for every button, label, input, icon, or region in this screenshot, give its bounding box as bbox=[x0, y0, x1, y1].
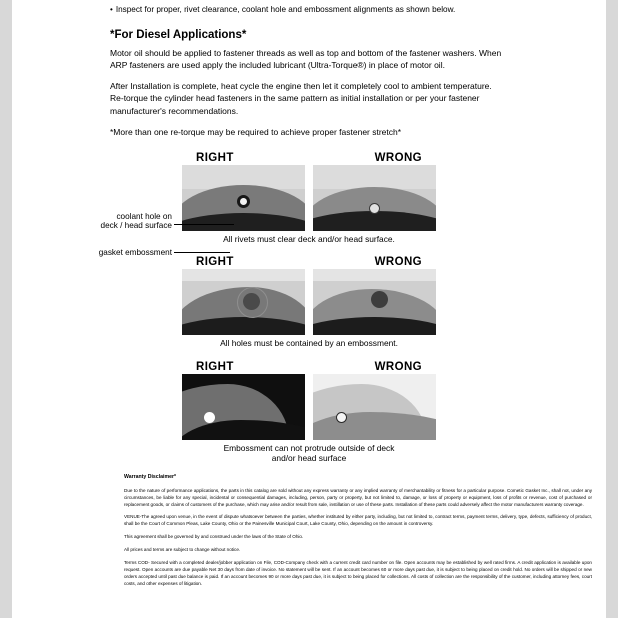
figure-background-upper bbox=[313, 165, 436, 189]
page-content bbox=[12, 0, 606, 618]
figure-caption-rivets: All rivets must clear deck and/or head surface. bbox=[223, 233, 395, 244]
figure-pair-holes bbox=[182, 269, 436, 335]
callout-coolant-hole-line2: deck / head surface bbox=[100, 221, 172, 231]
figure-caption-protrusion-line1: Embossment can not protrude outside of deck bbox=[223, 442, 395, 453]
warranty-paragraph-2: VENUE-The agreed upon venue, in the event of dispute whatsoever between the parties, whether instituted by either party, including, but not limited to, contract terms, payment terms, delivery, type, defects, sufficiency of product, shall be the Court of Common Pleas, Lake County, Ohio or the Painesville Municipal Court, Lake County, Ohio, depending on the amount in controversy. bbox=[124, 514, 592, 527]
figure-rivet-wrong bbox=[313, 165, 436, 231]
warranty-paragraph-3: This agreement shall be governed by and construed under the laws of the State of Ohio. bbox=[124, 534, 304, 540]
diesel-applications-heading: *For Diesel Applications* bbox=[110, 29, 247, 42]
callout-leader-line-2 bbox=[174, 252, 230, 253]
warranty-paragraph-1: Due to the nature of performance applications, the parts in this catalog are sold without any express warranty or any implied warranty of merchantability or fitness for a particular purpose. Cometic Gasket Inc., shall not, under any circumstances, be liable for any special, incidental or consequential damages, including, person, party or property, but not limited to, damage, or loss of property or equipment, loss of profits or revenue, cost of purchased or replacement goods, or claims of customers of the purchase, which may arise and/or result from sale, instillation or use of these parts. Installation of these parts could adversely affect the motor manufacturers warranty coverage. bbox=[124, 487, 592, 507]
figure-rivet-right bbox=[182, 165, 305, 231]
figure-hole-right bbox=[182, 269, 305, 335]
paragraph-heat-cycle: After Installation is complete, heat cycle the engine then let it completely cool to ambient temperature. Re-torque the cylinder head fasteners in the same pattern as initial installation or per your fastener manufacturer's recommendations. bbox=[110, 81, 492, 116]
figure-label-right: RIGHT bbox=[196, 360, 234, 373]
rivet-interference-icon bbox=[369, 203, 380, 214]
paragraph-retorque-note: *More than one re-torque may be required to achieve proper fastener stretch* bbox=[110, 126, 402, 137]
figure-protrusion-wrong bbox=[313, 374, 436, 440]
figure-group-protrusion-labels bbox=[182, 361, 436, 374]
callout-gasket-embossment: gasket embossment bbox=[98, 248, 172, 258]
deck-surface-shape bbox=[313, 412, 436, 440]
deck-surface-dark-shape bbox=[313, 317, 436, 335]
figure-section bbox=[12, 152, 606, 464]
warranty-paragraph-5: Terms COD- Secured with a completed dealer/jobber application on File, COD-Company check with a current credit card number on file. Open accounts may be established by well rated firms. A credit application is available upon request. Open accounts are due payable Net 30 days from date of invoice. No statement will be sent. If an account becomes 60 or more days past due, it is subject to being placed on credit hold. No orders will be shipped or new orders accepted until past due balance is paid. If an account becomes 90 or more days past due, it is subject to being placed for collections. All costs of collection are the responsibility of the customer, including attorney fees, court costs, and other expenses of litigation. bbox=[124, 560, 592, 586]
figure-label-right: RIGHT bbox=[196, 151, 234, 164]
deck-surface-dark-shape bbox=[182, 317, 305, 335]
figure-protrusion-right bbox=[182, 374, 305, 440]
figure-caption-holes: All holes must be contained by an embossment. bbox=[220, 338, 398, 349]
figure-pair-rivets bbox=[182, 165, 436, 231]
callout-coolant-hole bbox=[64, 212, 172, 230]
figure-group-protrusion bbox=[182, 361, 436, 464]
figure-label-right: RIGHT bbox=[196, 256, 234, 269]
figure-label-wrong: WRONG bbox=[374, 151, 422, 164]
inspection-bullet bbox=[110, 5, 606, 15]
page-left-margin bbox=[0, 0, 12, 618]
embossment-contained-icon bbox=[204, 412, 215, 423]
figure-background-upper bbox=[313, 269, 436, 281]
warranty-paragraph-4: All prices and terms are subject to change without notice. bbox=[124, 547, 241, 553]
gasket-embossment-icon bbox=[237, 287, 268, 318]
callout-leader-line-1 bbox=[174, 224, 234, 225]
page-right-margin bbox=[606, 0, 618, 618]
figure-group-rivets-labels bbox=[182, 152, 436, 165]
figure-caption-protrusion bbox=[182, 443, 436, 464]
warranty-heading: Warranty Disclaimer* bbox=[124, 474, 176, 480]
warranty-disclaimer bbox=[124, 474, 592, 594]
figure-label-wrong: WRONG bbox=[374, 256, 422, 269]
bullet-icon: • bbox=[110, 5, 113, 14]
inspection-bullet-text: Inspect for proper, rivet clearance, coolant hole and embossment alignments as shown below. bbox=[115, 5, 456, 14]
figure-group-holes-labels bbox=[182, 256, 436, 269]
embossment-protruding-icon bbox=[336, 412, 347, 423]
coolant-hole-icon bbox=[371, 291, 388, 308]
figure-hole-wrong bbox=[313, 269, 436, 335]
rivet-icon bbox=[237, 195, 250, 208]
figure-caption-protrusion-line2: and/or head surface bbox=[271, 453, 347, 464]
figure-group-rivets bbox=[182, 152, 436, 245]
figure-background-upper bbox=[182, 269, 305, 281]
figure-pair-protrusion bbox=[182, 374, 436, 440]
deck-surface-dark-shape bbox=[313, 211, 436, 231]
callout-coolant-hole-line1: coolant hole on bbox=[116, 212, 172, 222]
paragraph-motor-oil: Motor oil should be applied to fastener threads as well as top and bottom of the fastener washers. When ARP fasteners are used apply the included lubricant (Ultra-Torque®) in place of motor oil. bbox=[110, 48, 502, 71]
figure-label-wrong: WRONG bbox=[374, 360, 422, 373]
figure-spacer bbox=[12, 349, 606, 361]
